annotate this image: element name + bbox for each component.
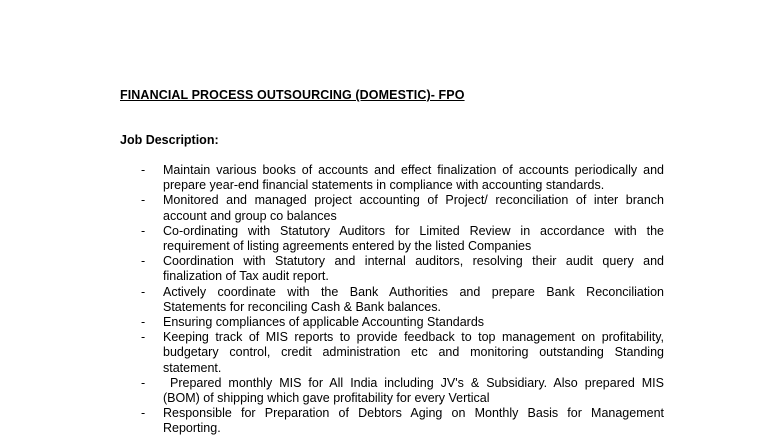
bullet-dash: - (141, 315, 146, 330)
text-line: budgetary control, credit administration etc and monitoring outstanding Standing (163, 345, 664, 360)
text-line: Ensuring compliances of applicable Accounting Standards (163, 315, 485, 330)
list-item-text (163, 224, 664, 254)
text-line: prepare year-end financial statements in compliance with accounting standards. (163, 178, 605, 193)
bullet-dash: - (141, 193, 146, 208)
text-line: Actively coordinate with the Bank Authorities and prepare Bank Reconciliation (163, 284, 664, 299)
text-line: finalization of Tax audit report. (163, 269, 329, 284)
section-heading: Job Description: (120, 133, 219, 147)
list-item (0, 193, 784, 223)
text-line: Statements for reconciling Cash & Bank balances. (163, 299, 441, 314)
list-item-text (163, 315, 664, 330)
text-line: Reporting. (163, 421, 221, 436)
text-line: Co-ordinating with Statutory Auditors for Limited Review in accordance with the (163, 223, 664, 238)
text-line: (BOM) of shipping which gave profitability for every Vertical (163, 391, 490, 406)
bullet-dash: - (141, 406, 146, 421)
text-line: Maintain various books of accounts and effect finalization of accounts periodically and (163, 163, 664, 177)
job-description-list (0, 163, 784, 437)
list-item-text (163, 163, 664, 193)
bullet-dash: - (141, 330, 146, 345)
list-item (0, 406, 784, 436)
list-item-text (163, 285, 664, 315)
bullet-dash: - (141, 284, 146, 299)
bullet-dash: - (141, 254, 146, 269)
text-line: Monitored and managed project accounting of Project/ reconciliation of inter branch (163, 193, 664, 208)
list-item-text (163, 376, 664, 406)
bullet-dash: - (141, 375, 146, 390)
list-item-text (163, 330, 664, 376)
text-line: requirement of listing agreements entered by the listed Companies (163, 239, 532, 254)
list-item (0, 330, 784, 376)
bullet-dash: - (141, 223, 146, 238)
list-item (0, 254, 784, 284)
list-item (0, 224, 784, 254)
text-line: Responsible for Preparation of Debtors Aging on Monthly Basis for Management (163, 406, 664, 421)
text-line: Prepared monthly MIS for All India including JV's & Subsidiary. Also prepared MIS (163, 375, 664, 390)
list-item-text (163, 254, 664, 284)
list-item (0, 376, 784, 406)
bullet-dash: - (141, 163, 146, 177)
text-line: account and group co balances (163, 208, 337, 223)
list-item-text (163, 406, 664, 436)
list-item (0, 285, 784, 315)
document-title: FINANCIAL PROCESS OUTSOURCING (DOMESTIC)- FPO (120, 88, 465, 102)
text-line: Keeping track of MIS reports to provide feedback to top management on profitability, (163, 330, 664, 345)
list-item (0, 163, 784, 193)
list-item (0, 315, 784, 330)
text-line: Coordination with Statutory and internal auditors, resolving their audit query and (163, 254, 664, 269)
text-line: statement. (163, 360, 222, 375)
list-item-text (163, 193, 664, 223)
